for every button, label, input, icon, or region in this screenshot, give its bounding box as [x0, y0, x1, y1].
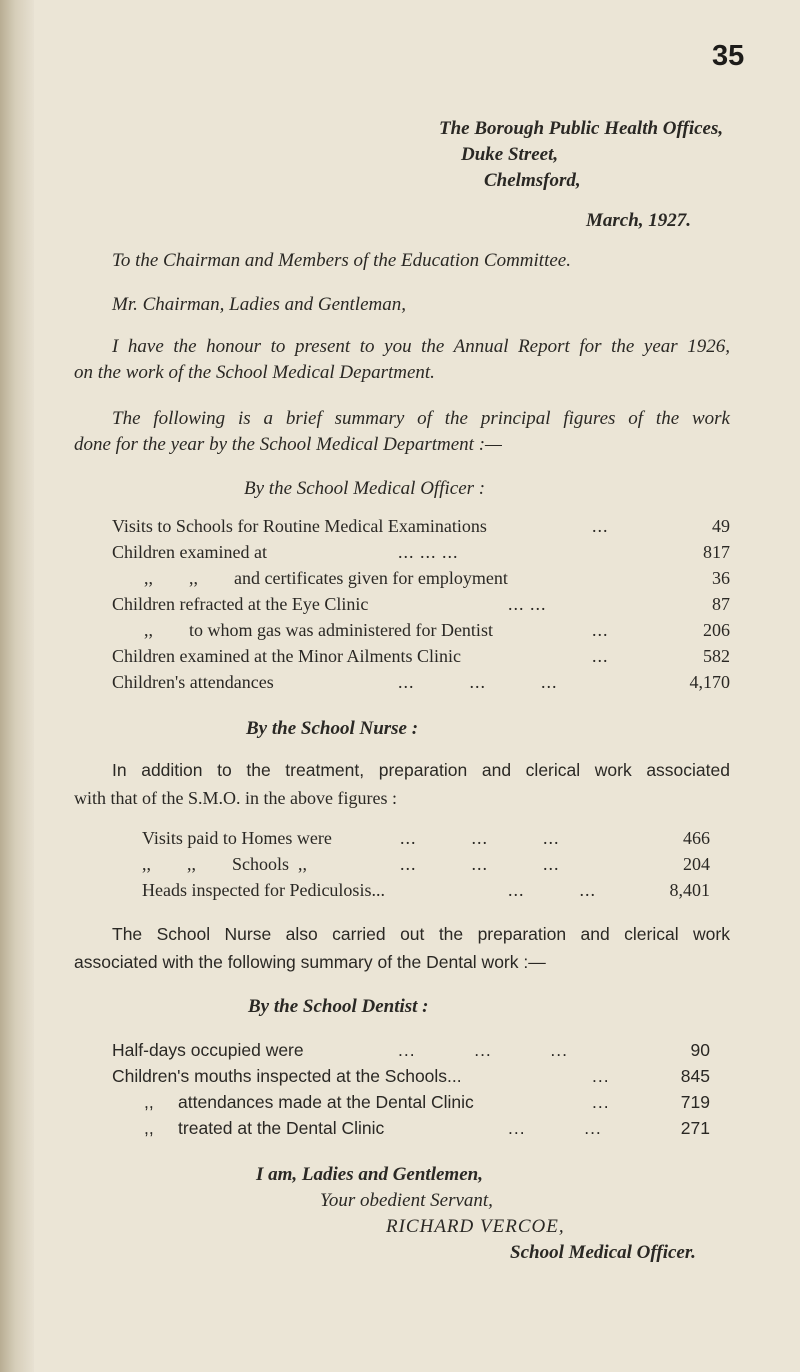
row-label: Heads inspected for Pediculosis...	[142, 880, 385, 900]
summary-intro-line-2: done for the year by the School Medical Department :—	[74, 434, 502, 455]
row-label: ,, attendances made at the Dental Clinic	[144, 1092, 474, 1112]
signature-name: RICHARD VERCOE,	[386, 1216, 565, 1237]
page-number: 35	[712, 40, 745, 72]
nurse-para2-line-1: The School Nurse also carried out the preparation and clerical work	[112, 924, 730, 944]
row-value: 719	[680, 1092, 710, 1112]
nurse-heading: By the School Nurse :	[246, 718, 419, 739]
row-dots: ... ... ...	[400, 854, 560, 874]
nurse-para-line-2: with that of the S.M.O. in the above figures :	[74, 788, 397, 808]
address-line-1: The Borough Public Health Offices,	[439, 118, 724, 139]
row-dots: ... ...	[508, 880, 596, 900]
row-dots: ...	[592, 1092, 610, 1112]
intro-line-2: on the work of the School Medical Department.	[74, 362, 435, 383]
row-label: Children refracted at the Eye Clinic	[112, 594, 369, 614]
row-dots: ...	[592, 516, 609, 536]
row-label: Children's mouths inspected at the Schools...	[112, 1066, 462, 1086]
address-date: March, 1927.	[586, 210, 692, 231]
addressee-line: To the Chairman and Members of the Education Committee.	[112, 250, 571, 271]
row-value: 204	[683, 854, 710, 874]
row-label: Children's attendances	[112, 672, 274, 692]
row-value: 466	[683, 828, 710, 848]
row-value: 36	[712, 568, 730, 588]
row-value: 206	[703, 620, 730, 640]
row-label: Children examined at	[112, 542, 267, 562]
row-value: 90	[690, 1040, 710, 1060]
intro-line-1: I have the honour to present to you the Annual Report for the year 1926,	[112, 336, 730, 357]
row-value: 845	[680, 1066, 710, 1086]
nurse-para-line-1: In addition to the treatment, preparation and clerical work associated	[112, 760, 730, 780]
row-value: 8,401	[669, 880, 710, 900]
address-line-2: Duke Street,	[461, 144, 559, 165]
row-dots: ...	[592, 646, 609, 666]
closing-line-2: Your obedient Servant,	[320, 1190, 493, 1211]
row-dots: ...	[592, 1066, 610, 1086]
row-value: 271	[680, 1118, 710, 1138]
row-label: ,, to whom gas was administered for Dentist	[144, 620, 493, 640]
row-label: Half-days occupied were	[112, 1040, 304, 1060]
row-dots: ... ... ...	[398, 542, 459, 562]
row-dots: ... ...	[508, 594, 547, 614]
row-label: ,, ,, Schools ,,	[142, 854, 308, 874]
row-dots: ... ... ...	[400, 828, 560, 848]
row-label: ,, treated at the Dental Clinic	[144, 1118, 385, 1138]
address-line-3: Chelmsford,	[484, 170, 581, 191]
row-dots: ... ... ...	[398, 672, 558, 692]
signature-title: School Medical Officer.	[510, 1242, 696, 1263]
row-dots: ... ...	[508, 1118, 602, 1138]
row-label: Children examined at the Minor Ailments Clinic	[112, 646, 461, 666]
row-dots: ... ... ...	[398, 1040, 568, 1060]
officer-heading: By the School Medical Officer :	[244, 478, 486, 499]
row-value: 87	[712, 594, 730, 614]
summary-intro-line-1: The following is a brief summary of the principal figures of the work	[112, 408, 730, 429]
row-value: 49	[712, 516, 730, 536]
row-label: Visits paid to Homes were	[142, 828, 332, 848]
row-value: 817	[703, 542, 730, 562]
row-label: ,, ,, and certificates given for employment	[144, 568, 508, 588]
greeting-line: Mr. Chairman, Ladies and Gentleman,	[112, 294, 406, 315]
row-dots: ...	[592, 620, 609, 640]
row-value: 4,170	[689, 672, 730, 692]
row-label: Visits to Schools for Routine Medical Examinations	[112, 516, 487, 536]
row-value: 582	[703, 646, 730, 666]
nurse-para2-line-2: associated with the following summary of the Dental work :—	[74, 952, 546, 972]
dentist-heading: By the School Dentist :	[248, 996, 429, 1017]
closing-line-1: I am, Ladies and Gentlemen,	[256, 1164, 483, 1185]
